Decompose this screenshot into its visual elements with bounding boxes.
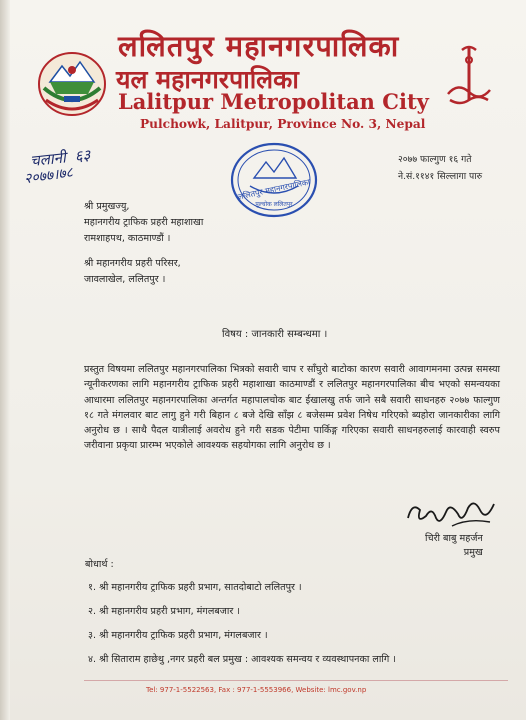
title-english: Lalitpur Metropolitan City <box>118 89 429 114</box>
cc-item: २. श्री महानगरीय प्रहरी प्रभाग, मंगलबजार । <box>88 606 241 617</box>
recipient-primary-line: महानगरीय ट्राफिक प्रहरी महाशाखा <box>84 217 204 228</box>
date-nepal-sambat: ने.सं.११४१ सिल्लागा पारु <box>398 171 483 182</box>
title-nepali: ललितपुर महानगरपालिका <box>118 29 400 63</box>
page-shadow <box>0 0 10 720</box>
recipient-secondary <box>84 256 181 288</box>
footer-divider <box>84 680 508 681</box>
cc-heading: बोधार्थ : <box>85 559 114 570</box>
handwritten-dispatch-number: चलानी ६३ <box>29 145 92 171</box>
signatory-title: प्रमुख <box>463 547 483 558</box>
signatory-block <box>425 532 483 560</box>
stamp-text-top: ललितपुर महानगरपालिका <box>237 177 311 202</box>
office-stamp <box>228 140 320 220</box>
letter-subject: विषय : जानकारी सम्बन्धमा । <box>222 329 328 340</box>
recipient-primary-line: श्री प्रमुखज्यु, <box>84 201 130 212</box>
nepal-emblem-icon <box>36 48 108 118</box>
title-newari: यल महानगरपालिका <box>116 65 299 94</box>
handwritten-signature <box>402 496 498 532</box>
trident-symbol-icon <box>444 42 494 110</box>
recipient-secondary-line: जावलाखेल, ललितपुर । <box>84 274 166 285</box>
recipient-secondary-line: श्री महानगरीय प्रहरी परिसर, <box>84 258 181 269</box>
recipient-primary-line: रामशाहपथ, काठमाण्डौं । <box>84 233 171 244</box>
letter-body: प्रस्तुत विषयमा ललितपुर महानगरपालिका भित्रको सवारी चाप र साँघुरो बाटोका कारण सवारी आवागमनमा उत्पन्न समस्या न्यूनीकरणका लागि महानगरीय ट्राफिक प्रहरी महाशाखा काठमाण्डौं र ललितपुर महानगरपालिका बीच भएको समन्वयका आधारमा ललितपुर महानगरपालिका अन्तर्गत महापालचोक बाट ईखालखु तर्फ जाने सबै सवारी साधनहरु २०७७ फाल्गुण १८ गते मंगलवार बाट लागु हुने गरी बिहान ८ बजे देखि साँझ ८ बजेसम्म प्रवेश निषेध गरिएको ब्यहोरा जानकारीका लागि अनुरोध छ । साथै पैदल यात्रीलाई अवरोध हुने गरी सडक पेटीमा पार्किङ्ग गरिएका सवारी साधनहरुलाई कारवाही स्वरुप जरीवाना प्रकृया प्रारम्भ भएकोले आवश्यक सहयोगका लागि अनुरोध छ । <box>84 364 500 452</box>
footer-contact: Tel: 977-1-5522563, Fax : 977-1-5553966, Website: lmc.gov.np <box>146 686 367 694</box>
header-address: Pulchowk, Lalitpur, Province No. 3, Nepal <box>140 117 426 131</box>
recipient-primary <box>84 199 203 247</box>
handwritten-fiscal-year: २०७७।७८ <box>23 164 74 188</box>
date-bikram-sambat: २०७७ फाल्गुण १६ गते <box>398 154 472 165</box>
signatory-name: चिरी बाबु महर्जन <box>425 533 483 544</box>
letter-date <box>398 151 482 185</box>
cc-item: ४. श्री सिताराम हाछेथु ,नगर प्रहरी बल प्रमुख : आवश्यक समन्वय र व्यवस्थापनका लागि । <box>88 654 396 665</box>
stamp-text-bottom: पुल्चोक ललितपुर <box>255 201 293 208</box>
cc-item: १. श्री महानगरीय ट्राफिक प्रहरी प्रभाग, सातदोबाटो ललितपुर । <box>88 582 302 593</box>
cc-item: ३. श्री महानगरीय ट्राफिक प्रहरी प्रभाग, मंगलबजार । <box>88 630 268 641</box>
